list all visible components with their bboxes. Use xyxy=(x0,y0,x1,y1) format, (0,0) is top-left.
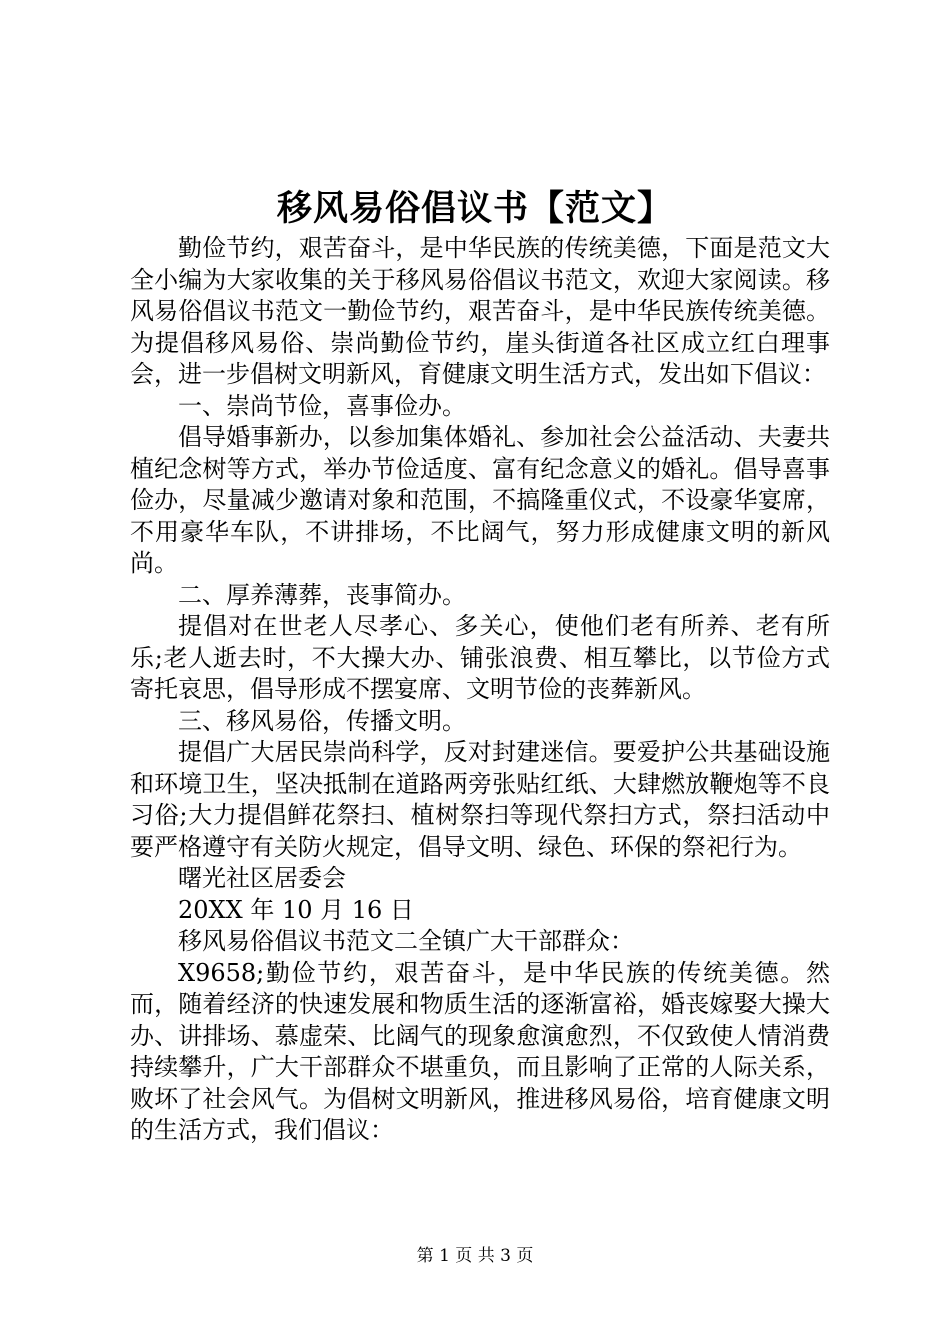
section-heading-3: 三、移风易俗，传播文明。 xyxy=(178,706,466,735)
document-body xyxy=(130,233,830,1147)
second-sample-heading: 移风易俗倡议书范文二全镇广大干部群众： xyxy=(178,927,634,955)
signature-organization: 曙光社区居委会 xyxy=(178,864,346,892)
section-body-1: 倡导婚事新办，以参加集体婚礼、参加社会公益活动、夫妻共植纪念树等方式，举办节俭适度、富有纪念意义的婚礼。倡导喜事俭办，尽量减少邀请对象和范围，不搞隆重仪式，不设豪华宴席，不用豪华车队，不讲排场，不比阔气，努力形成健康文明的新风尚。 xyxy=(130,423,830,577)
signature-date: 20XX 年 10 月 16 日 xyxy=(178,895,414,924)
section-body-2: 提倡对在世老人尽孝心、多关心，使他们老有所养、老有所乐;老人逝去时，不大操大办、铺张浪费、相互攀比，以节俭方式寄托哀思，倡导形成不摆宴席、文明节俭的丧葬新风。 xyxy=(130,612,830,703)
section-heading-1: 一、崇尚节俭，喜事俭办。 xyxy=(178,391,466,420)
page-footer: 第 1 页 共 3 页 xyxy=(416,1246,534,1266)
page-title: 移风易俗倡议书【范文】 xyxy=(276,188,673,229)
intro-paragraph: 勤俭节约，艰苦奋斗，是中华民族的传统美德，下面是范文大全小编为大家收集的关于移风易俗倡议书范文，欢迎大家阅读。移风易俗倡议书范文一勤俭节约，艰苦奋斗，是中华民族传统美德。为提倡移风易俗、崇尚勤俭节约，崖头街道各社区成立红白理事会，进一步倡树文明新风，育健康文明生活方式，发出如下倡议： xyxy=(130,234,830,388)
second-sample-body: X9658;勤俭节约，艰苦奋斗，是中华民族的传统美德。然而，随着经济的快速发展和物质生活的逐渐富裕，婚丧嫁娶大操大办、讲排场、慕虚荣、比阔气的现象愈演愈烈，不仅致使人情消费持续攀升，广大干部群众不堪重负，而且影响了正常的人际关系，败坏了社会风气。为倡树文明新风，推进移风易俗，培育健康文明的生活方式，我们倡议： xyxy=(130,958,830,1144)
section-body-3: 提倡广大居民崇尚科学，反对封建迷信。要爱护公共基础设施和环境卫生，坚决抵制在道路两旁张贴红纸、大肆燃放鞭炮等不良习俗;大力提倡鲜花祭扫、植树祭扫等现代祭扫方式，祭扫活动中要严格遵守有关防火规定，倡导文明、绿色、环保的祭祀行为。 xyxy=(130,738,830,861)
section-heading-2: 二、厚养薄葬，丧事简办。 xyxy=(178,580,466,609)
